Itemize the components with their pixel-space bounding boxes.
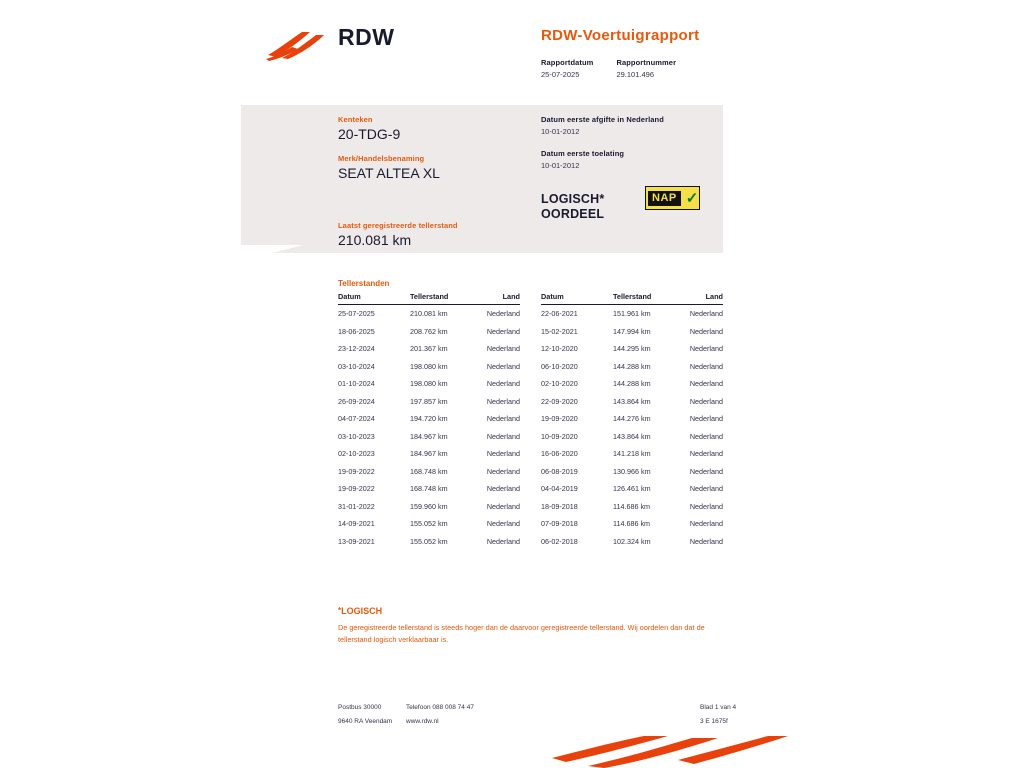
cell-land: Nederland bbox=[689, 344, 723, 354]
table-row bbox=[541, 497, 723, 514]
table-row bbox=[338, 322, 520, 339]
cell-tellerstand: 198.080 km bbox=[410, 361, 448, 371]
table-row bbox=[338, 497, 520, 514]
footnote-title bbox=[338, 606, 382, 616]
cell-datum: 03-10-2023 bbox=[338, 431, 375, 441]
kenteken-label: Kenteken bbox=[338, 115, 373, 124]
cell-datum: 19-09-2022 bbox=[338, 466, 375, 476]
cell-land: Nederland bbox=[486, 519, 520, 529]
eerste-afgifte-value: 10-01-2012 bbox=[541, 127, 580, 136]
cell-tellerstand: 151.961 km bbox=[613, 309, 651, 319]
cell-datum: 02-10-2023 bbox=[338, 449, 375, 459]
footer-website[interactable]: www.rdw.nl bbox=[406, 718, 439, 725]
cell-land: Nederland bbox=[486, 449, 520, 459]
cell-land: Nederland bbox=[486, 361, 520, 371]
meta-rapportnummer bbox=[616, 58, 676, 79]
table-row bbox=[541, 392, 723, 409]
meta-value: 25-07-2025 bbox=[541, 70, 580, 79]
cell-land: Nederland bbox=[486, 326, 520, 336]
table-row bbox=[338, 410, 520, 427]
cell-datum: 06-10-2020 bbox=[541, 361, 578, 371]
cell-tellerstand: 198.080 km bbox=[410, 379, 448, 389]
table-row bbox=[338, 515, 520, 532]
column-header-land: Land bbox=[472, 292, 520, 305]
meta-value: 29.101.496 bbox=[616, 70, 654, 79]
meta-rapportdatum bbox=[541, 58, 593, 79]
merk-label: Merk/Handelsbenaming bbox=[338, 154, 425, 163]
column-header-land: Land bbox=[675, 292, 723, 305]
table-header-row bbox=[541, 292, 723, 305]
cell-tellerstand: 144.288 km bbox=[613, 379, 651, 389]
table-row bbox=[338, 340, 520, 357]
cell-datum: 22-09-2020 bbox=[541, 396, 578, 406]
cell-datum: 13-09-2021 bbox=[338, 536, 375, 546]
column-header-tellerstand: Tellerstand bbox=[613, 292, 675, 305]
cell-datum: 03-10-2024 bbox=[338, 361, 375, 371]
column-header-datum: Datum bbox=[541, 292, 613, 305]
cell-land: Nederland bbox=[486, 379, 520, 389]
cell-land: Nederland bbox=[689, 379, 723, 389]
cell-land: Nederland bbox=[486, 466, 520, 476]
tellerstanden-section-title: Tellerstanden bbox=[338, 279, 390, 288]
cell-datum: 26-09-2024 bbox=[338, 396, 375, 406]
table-row bbox=[541, 410, 723, 427]
cell-land: Nederland bbox=[689, 466, 723, 476]
table-row bbox=[338, 357, 520, 374]
tellerstanden-table-right bbox=[541, 292, 723, 550]
column-header-datum: Datum bbox=[338, 292, 410, 305]
cell-datum: 02-10-2020 bbox=[541, 379, 578, 389]
cell-datum: 18-09-2018 bbox=[541, 501, 578, 511]
table-row bbox=[541, 340, 723, 357]
cell-tellerstand: 155.052 km bbox=[410, 519, 448, 529]
cell-datum: 12-10-2020 bbox=[541, 344, 578, 354]
table-row bbox=[541, 462, 723, 479]
cell-land: Nederland bbox=[689, 536, 723, 546]
cell-datum: 23-12-2024 bbox=[338, 344, 375, 354]
cell-land: Nederland bbox=[486, 309, 520, 319]
table-row bbox=[338, 305, 520, 323]
cell-tellerstand: 194.720 km bbox=[410, 414, 448, 424]
table-row bbox=[541, 375, 723, 392]
footer-phone: Telefoon 088 008 74 47 bbox=[406, 704, 474, 711]
rdw-swoosh-logo-icon bbox=[266, 28, 328, 62]
table-row bbox=[541, 427, 723, 444]
eerste-toelating-value: 10-01-2012 bbox=[541, 161, 580, 170]
cell-datum: 15-02-2021 bbox=[541, 326, 578, 336]
panel-corner-notch bbox=[241, 245, 303, 261]
checkmark-icon: ✓ bbox=[685, 189, 699, 207]
cell-tellerstand: 144.288 km bbox=[613, 361, 651, 371]
cell-land: Nederland bbox=[486, 414, 520, 424]
cell-tellerstand: 159.960 km bbox=[410, 501, 448, 511]
cell-land: Nederland bbox=[486, 396, 520, 406]
table-row bbox=[541, 532, 723, 549]
verdict-text bbox=[541, 192, 604, 222]
eerste-afgifte-label: Datum eerste afgifte in Nederland bbox=[541, 115, 664, 124]
verdict-line-1: LOGISCH* bbox=[541, 192, 605, 206]
tellerstanden-table-left bbox=[338, 292, 520, 550]
verdict-line-2: OORDEEL bbox=[541, 207, 605, 221]
nap-badge bbox=[645, 186, 700, 210]
cell-tellerstand: 210.081 km bbox=[410, 309, 448, 319]
cell-datum: 14-09-2021 bbox=[338, 519, 375, 529]
summary-left-column bbox=[338, 115, 528, 260]
table-row bbox=[541, 445, 723, 462]
cell-land: Nederland bbox=[689, 484, 723, 494]
cell-land: Nederland bbox=[689, 501, 723, 511]
cell-land: Nederland bbox=[486, 431, 520, 441]
tellerstand-label: Laatst geregistreerde tellerstand bbox=[338, 221, 458, 230]
document-header bbox=[0, 0, 1024, 100]
cell-land: Nederland bbox=[689, 309, 723, 319]
cell-tellerstand: 184.967 km bbox=[410, 449, 448, 459]
table-row bbox=[541, 305, 723, 323]
summary-right-column bbox=[541, 115, 731, 183]
meta-label: Rapportnummer bbox=[616, 58, 677, 67]
cell-land: Nederland bbox=[486, 484, 520, 494]
cell-datum: 06-02-2018 bbox=[541, 536, 578, 546]
footnote-star: * bbox=[338, 606, 342, 615]
table-row bbox=[541, 480, 723, 497]
footer-address-line-1: Postbus 30000 bbox=[338, 704, 382, 711]
cell-tellerstand: 130.966 km bbox=[613, 466, 651, 476]
report-meta bbox=[541, 58, 676, 79]
cell-datum: 04-04-2019 bbox=[541, 484, 578, 494]
cell-land: Nederland bbox=[689, 414, 723, 424]
cell-land: Nederland bbox=[486, 536, 520, 546]
footer-page-number: Blad 1 van 4 bbox=[700, 704, 737, 711]
table-row bbox=[338, 427, 520, 444]
cell-datum: 31-01-2022 bbox=[338, 501, 375, 511]
cell-tellerstand: 143.864 km bbox=[613, 396, 651, 406]
table-row bbox=[541, 357, 723, 374]
kenteken-value: 20-TDG-9 bbox=[338, 126, 401, 142]
report-title: RDW-Voertuigrapport bbox=[541, 27, 700, 44]
cell-tellerstand: 144.276 km bbox=[613, 414, 651, 424]
cell-tellerstand: 141.218 km bbox=[613, 449, 651, 459]
cell-datum: 10-09-2020 bbox=[541, 431, 578, 441]
cell-tellerstand: 147.994 km bbox=[613, 326, 651, 336]
cell-tellerstand: 114.686 km bbox=[613, 501, 651, 511]
table-row bbox=[338, 532, 520, 549]
table-row bbox=[338, 480, 520, 497]
cell-datum: 01-10-2024 bbox=[338, 379, 375, 389]
cell-land: Nederland bbox=[689, 519, 723, 529]
cell-tellerstand: 208.762 km bbox=[410, 326, 448, 336]
cell-tellerstand: 168.748 km bbox=[410, 484, 448, 494]
merk-value: SEAT ALTEA XL bbox=[338, 165, 440, 181]
cell-datum: 16-06-2020 bbox=[541, 449, 578, 459]
footnote-title-text: LOGISCH bbox=[341, 606, 383, 616]
cell-tellerstand: 126.461 km bbox=[613, 484, 651, 494]
cell-datum: 19-09-2020 bbox=[541, 414, 578, 424]
meta-label: Rapportdatum bbox=[541, 58, 594, 67]
eerste-toelating-label: Datum eerste toelating bbox=[541, 149, 625, 158]
cell-land: Nederland bbox=[689, 361, 723, 371]
table-row bbox=[338, 462, 520, 479]
table-row bbox=[541, 515, 723, 532]
cell-tellerstand: 168.748 km bbox=[410, 466, 448, 476]
cell-land: Nederland bbox=[689, 431, 723, 441]
table-row bbox=[338, 392, 520, 409]
cell-land: Nederland bbox=[486, 501, 520, 511]
cell-land: Nederland bbox=[689, 449, 723, 459]
cell-datum: 22-06-2021 bbox=[541, 309, 578, 319]
table-row bbox=[541, 322, 723, 339]
cell-tellerstand: 102.324 km bbox=[613, 536, 651, 546]
table-header-row bbox=[338, 292, 520, 305]
footer-form-code: 3 E 1675f bbox=[700, 718, 728, 725]
cell-land: Nederland bbox=[689, 396, 723, 406]
footnote-body: De geregistreerde tellerstand is steeds hoger dan de daarvoor geregistreerde tellerstand. Wij oordelen dan dat de tellerstand logisch verklaarbaar is. bbox=[338, 623, 705, 644]
cell-datum: 04-07-2024 bbox=[338, 414, 375, 424]
cell-tellerstand: 184.967 km bbox=[410, 431, 448, 441]
cell-tellerstand: 155.052 km bbox=[410, 536, 448, 546]
cell-tellerstand: 201.367 km bbox=[410, 344, 448, 354]
bottom-decorative-swoosh-icon bbox=[548, 736, 788, 768]
rdw-wordmark: RDW bbox=[338, 24, 395, 50]
table-row bbox=[338, 375, 520, 392]
cell-tellerstand: 114.686 km bbox=[613, 519, 651, 529]
nap-label: NAP bbox=[648, 191, 681, 206]
cell-tellerstand: 143.864 km bbox=[613, 431, 651, 441]
column-header-tellerstand: Tellerstand bbox=[410, 292, 472, 305]
tellerstand-value: 210.081 km bbox=[338, 232, 412, 248]
cell-tellerstand: 144.295 km bbox=[613, 344, 651, 354]
cell-tellerstand: 197.857 km bbox=[410, 396, 448, 406]
cell-datum: 19-09-2022 bbox=[338, 484, 375, 494]
cell-datum: 25-07-2025 bbox=[338, 309, 375, 319]
cell-land: Nederland bbox=[689, 326, 723, 336]
cell-datum: 18-06-2025 bbox=[338, 326, 375, 336]
cell-land: Nederland bbox=[486, 344, 520, 354]
cell-datum: 07-09-2018 bbox=[541, 519, 578, 529]
cell-datum: 06-08-2019 bbox=[541, 466, 578, 476]
footer-address-line-2: 9640 RA Veendam bbox=[338, 718, 393, 725]
table-row bbox=[338, 445, 520, 462]
